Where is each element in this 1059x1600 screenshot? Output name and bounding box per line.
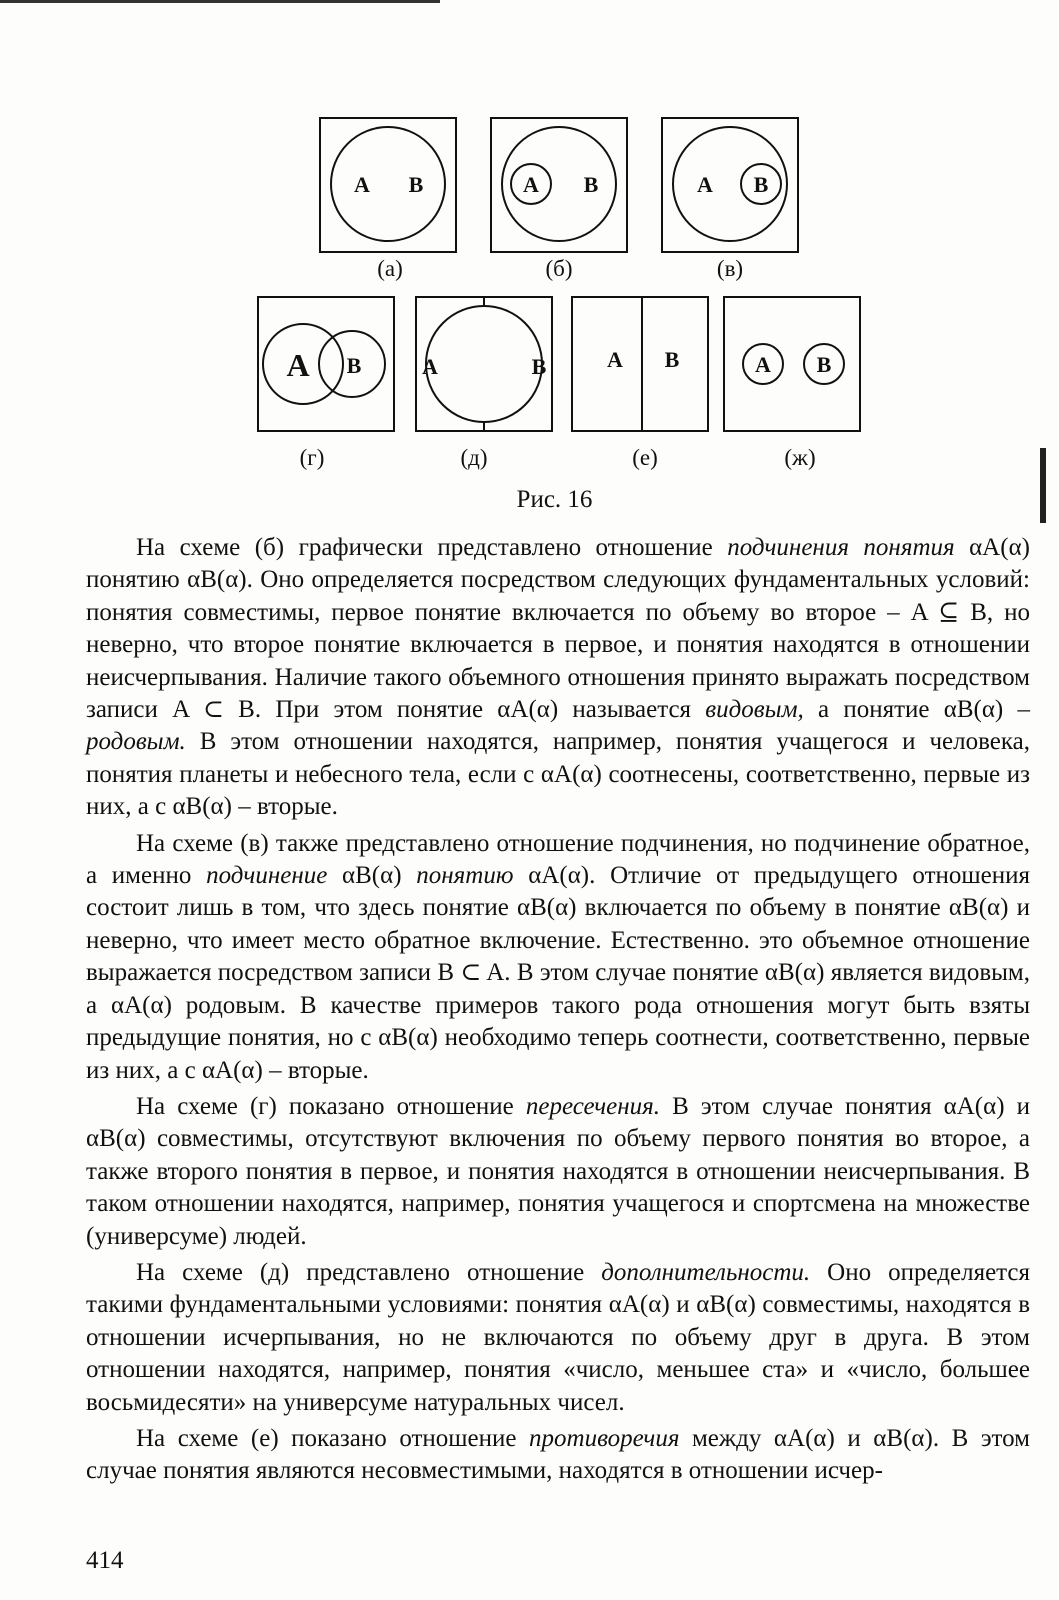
text-run: На схеме (г) показано отношение <box>136 1092 526 1120</box>
diagram-e-label-a: A <box>607 347 623 372</box>
diagram-e-label-b: B <box>664 347 680 372</box>
diagram-v-label-b: B <box>753 172 769 197</box>
paragraph-subordination <box>86 532 1030 824</box>
term-emphasis: дополнительности. <box>601 1258 811 1286</box>
diagram-zh-caption: (ж) <box>784 445 816 470</box>
text-run: Оно определяется такими фундаментальными условиями: понятия αA(α) и αB(α) совместимы, находятся в отношении исчерпывания, но не включаются по объему друг в друга. В этом отношении находятся, например, понятия «число, меньшее ста» и «число, большее восьмидесяти» на универсуме натуральных чисел. <box>86 1258 1030 1416</box>
text-run: На схеме (б) графически представлено отношение <box>136 534 728 561</box>
diagram-a-caption: (а) <box>377 256 403 281</box>
paragraph-intersection <box>86 1091 1030 1253</box>
diagram-b-label-a: A <box>523 172 539 197</box>
diagram-a-circle <box>331 127 445 241</box>
term-emphasis: подчинения понятия <box>727 534 955 561</box>
diagram-d-circle <box>426 306 542 422</box>
top-rule <box>0 0 440 3</box>
figure-16 <box>250 112 870 522</box>
diagram-b-caption: (б) <box>545 256 573 281</box>
text-run: На схеме (е) показано отношение <box>136 1424 530 1452</box>
term-emphasis: противоречия <box>529 1424 680 1452</box>
venn-diagrams <box>250 112 870 522</box>
diagram-a-universe <box>320 118 456 252</box>
page-number: 414 <box>86 1547 124 1574</box>
diagram-b-label-b: B <box>583 172 599 197</box>
text-run: а понятие αB(α) – <box>803 696 1030 724</box>
text-run: αA(α). Отличие от предыдущего отношения состоит лишь в том, что здесь понятие αB(α) включается по объему в понятие αB(α) и неверно, что имеет место обратное включение. Естественно. это объемное отношение выражается посредством записи B ⊂ A. В этом случае понятие αB(α) является видовым, а αA(α) родовым. В качестве примеров такого рода отношения могут быть взяты предыдущие понятия, но с αB(α) необходимо теперь соотнести, соответственно, первые из них, а с αA(α) – вторые. <box>86 862 1030 1084</box>
diagram-v-circle-a <box>673 127 787 241</box>
diagram-d-caption: (д) <box>460 445 488 470</box>
text-run: В этом случае понятия αA(α) и αB(α) совместимы, отсутствуют включения по объему первого понятия во второе, а также второго понятия в первое, и понятия находятся в отношении неисчерпывания. В таком отношении находятся, например, понятия учащегося и спортсмена на множестве (универсуме) людей. <box>86 1092 1030 1250</box>
text-run: αA(α) понятию αB(α). Оно определяется посредством следующих фундаментальных условий: понятия совместимы, первое понятие включается по объему во второе – A ⊆ B, но неверно, что второе понятие включается в первое, и понятия находятся в отношении неисчерпывания. Наличие такого объемного отношения принято выражать посредством записи A ⊂ B. При этом понятие αA(α) называется <box>86 534 1030 724</box>
diagram-e-universe <box>572 297 708 431</box>
diagram-a-label-a: A <box>354 172 370 197</box>
diagram-g-label-b: B <box>346 353 362 378</box>
diagram-zh-label-b: B <box>816 352 832 377</box>
term-emphasis: понятию <box>416 862 514 890</box>
body-text <box>86 532 1030 1492</box>
diagram-v-universe <box>662 118 798 252</box>
paragraph-contradiction <box>86 1423 1030 1488</box>
paragraph-complementarity <box>86 1257 1030 1419</box>
diagram-v-caption: (в) <box>716 256 744 281</box>
diagram-b-circle-b <box>502 127 616 241</box>
diagram-g-caption: (г) <box>299 445 325 470</box>
diagram-e-caption: (е) <box>632 445 658 470</box>
diagram-a-label-b: B <box>408 172 424 197</box>
term-emphasis: пересечения. <box>525 1092 661 1120</box>
diagram-zh-label-a: A <box>755 352 771 377</box>
figure-caption-text: Рис. 16 <box>516 486 593 513</box>
diagram-g-label-a: A <box>286 347 310 383</box>
diagram-g-universe <box>258 297 394 431</box>
text-run: На схеме (в) также представлено отношение подчинения, но подчинение обратное, а именно <box>86 829 1030 890</box>
figure-caption <box>0 486 1059 514</box>
text-run: В этом отношении находятся, например, понятия учащегося и человека, понятия планеты и небесного тела, если с αA(α) соотнесены, соответственно, первые из них, а с αB(α) – вторые. <box>86 728 1030 821</box>
diagram-zh-universe <box>724 297 860 431</box>
term-emphasis: видовым, <box>705 696 804 724</box>
text-run: между αA(α) и αB(α). В этом случае понятия являются несовместимыми, находятся в отношении исчер- <box>86 1424 1030 1485</box>
term-emphasis: подчинение <box>206 862 328 890</box>
diagram-v-label-a: A <box>697 172 713 197</box>
text-run: На схеме (д) представлено отношение <box>136 1258 602 1286</box>
diagram-d-label-a: A <box>422 354 438 379</box>
diagram-d-label-b: B <box>531 354 547 379</box>
text-run: αB(α) <box>327 862 417 890</box>
term-emphasis: родовым. <box>86 728 186 756</box>
paragraph-reverse-subordination <box>86 828 1030 1087</box>
